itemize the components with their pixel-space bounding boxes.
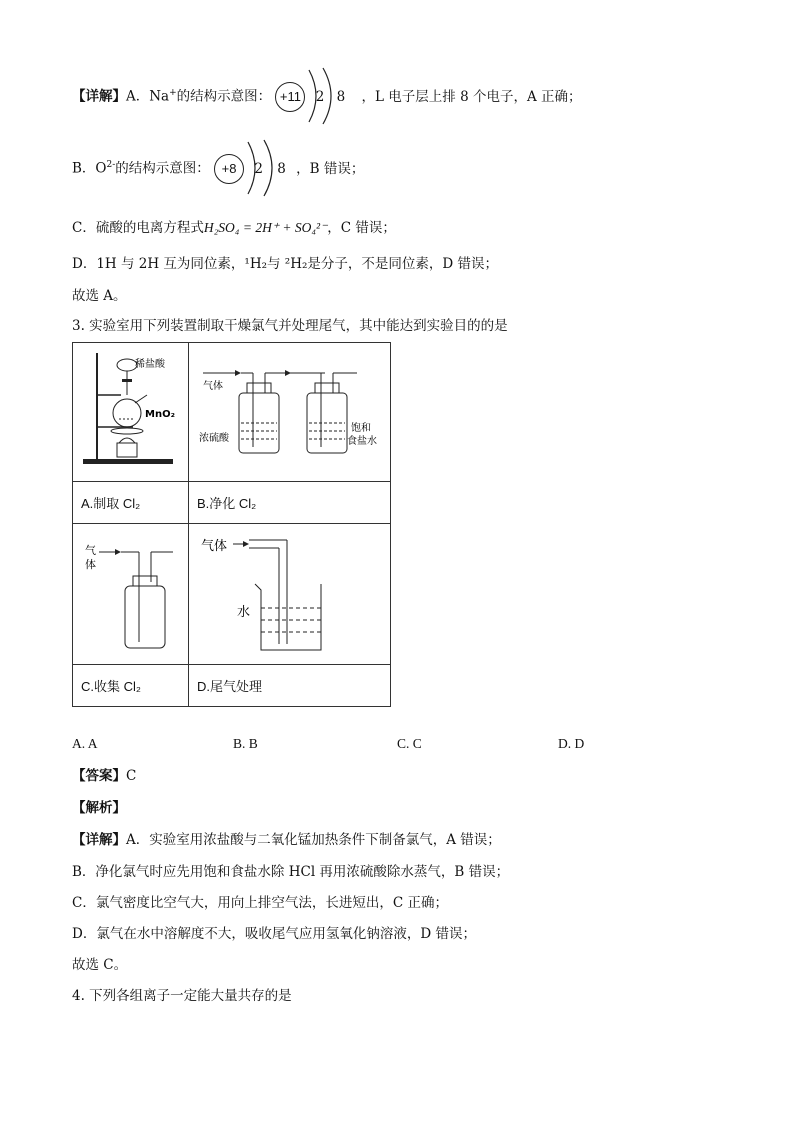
chlorine-generation-apparatus-figure: [73, 343, 188, 477]
option-c: C. C: [397, 736, 422, 751]
o-ion-structure-diagram: [214, 154, 286, 184]
electron-shell-arcs: [303, 66, 339, 126]
shell-1-electrons: 2: [254, 161, 263, 177]
detail-tag: 【详解】: [72, 832, 126, 848]
caption-a: A.制取 Cl₂: [73, 482, 189, 524]
nucleus: +11: [275, 82, 305, 112]
gas-label: 气体: [203, 381, 223, 392]
purification-apparatus-figure: [189, 343, 390, 477]
collection-apparatus-figure: [73, 524, 188, 660]
gas-label-1: 气: [85, 544, 96, 557]
q4-stem: 4. 下列各组离子一定能大量共存的是: [72, 988, 292, 1004]
apparatus-table: [72, 342, 391, 707]
q3-detail-d: D．氯气在水中溶解度不大，吸收尾气应用氢氧化钠溶液，D 错误；: [72, 926, 476, 942]
nucleus: +8: [214, 154, 244, 184]
tail-gas-treatment-figure: [189, 524, 390, 660]
option-d: D. D: [558, 736, 585, 751]
shell-1-electrons: 2: [315, 89, 325, 105]
option-a: A. A: [72, 736, 98, 751]
q2-option-d-explanation: D．1H 与 2H 互为同位素，¹H₂与 ²H₂是分子，不是同位素，D 错误；: [72, 256, 499, 272]
option-b: B. B: [233, 736, 258, 751]
shell-2-electrons: 8: [336, 89, 346, 105]
caption-c: C.收集 Cl₂: [73, 665, 189, 707]
q2-option-b-explanation: B．$O^{2-}$的结构示意图： +8 2 8 ，B 错误；: [72, 154, 364, 184]
analysis-tag: 【解析】: [72, 800, 126, 816]
answer-value: C: [126, 768, 137, 784]
apparatus-d-cell: [189, 524, 391, 665]
shell-2-electrons: 8: [277, 161, 286, 177]
answer-tag: 【答案】: [72, 768, 126, 784]
caption-b: B.净化 Cl₂: [189, 482, 391, 524]
conc-h2so4-label: 浓硫酸: [199, 433, 229, 444]
q3-conclusion: 故选 C。: [72, 957, 128, 973]
q3-detail-a: 【详解】A．实验室用浓盐酸与二氧化锰加热条件下制备氯气，A 错误；: [72, 832, 501, 848]
gas-label-2: 体: [85, 558, 96, 571]
apparatus-b-cell: [189, 343, 391, 482]
q2-option-c-explanation: C．硫酸的电离方程式H₂SO₄ = 2H⁺ + SO₄²⁻，C 错误；: [72, 220, 396, 236]
mno2-label: MnO₂: [145, 409, 175, 420]
apparatus-a-cell: [73, 343, 189, 482]
q3-detail-c: C．氯气密度比空气大，用向上排空气法，长进短出，C 正确；: [72, 895, 448, 911]
dilute-hcl-label: 稀盐酸: [135, 359, 165, 370]
answer-line: [72, 766, 136, 786]
gas-label: 气体: [201, 539, 228, 554]
salt-water-label: 食盐水: [347, 436, 377, 447]
na-ion-structure-diagram: [275, 82, 345, 112]
q2-option-a-explanation: 【详解】A．Na+的结构示意图： +11 2 8 ，L 电子层上排 8 个电子，A 正确；: [72, 82, 582, 112]
q3-detail-b: B．净化氯气时应先用饱和食盐水除 HCl 再用浓硫酸除水蒸气，B 错误；: [72, 864, 510, 880]
water-label: 水: [237, 605, 251, 620]
ionization-equation: H₂SO₄ = 2H⁺ + SO₄²⁻: [203, 220, 328, 235]
caption-d: D.尾气处理: [189, 665, 391, 707]
apparatus-c-cell: [73, 524, 189, 665]
electron-shell-arcs: [242, 138, 282, 198]
detail-tag: 【详解】: [72, 88, 126, 105]
q3-stem: 3. 实验室用下列装置制取干燥氯气并处理尾气，其中能达到实验目的的是: [72, 318, 508, 334]
saturated-label: 饱和: [351, 423, 371, 434]
q2-conclusion: 故选 A。: [72, 288, 127, 304]
